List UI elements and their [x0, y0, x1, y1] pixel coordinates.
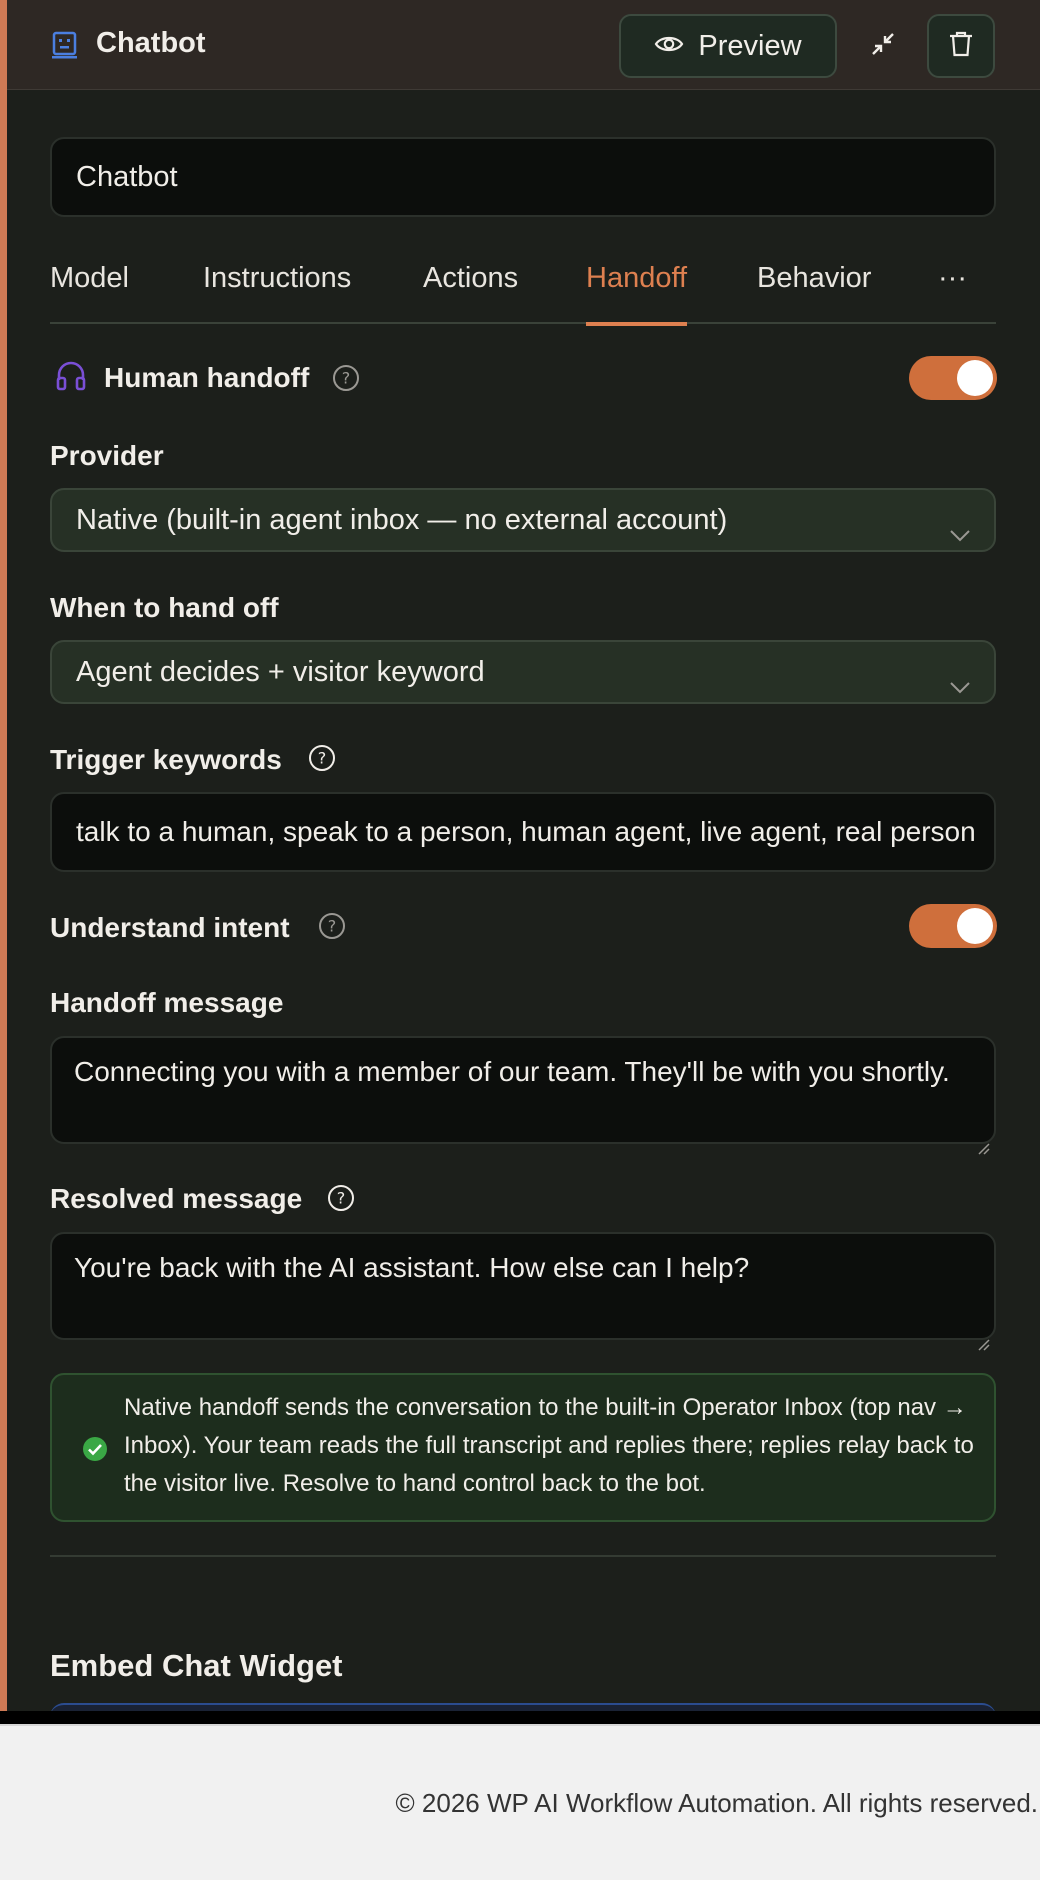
trigger-keywords-label: Trigger keywords [50, 744, 282, 775]
tab-actions[interactable]: Actions [423, 262, 519, 294]
chevron-down-icon [948, 508, 972, 532]
svg-text:?: ? [341, 368, 351, 388]
tab-behavior[interactable]: Behavior [757, 262, 872, 294]
bot-icon [50, 30, 80, 60]
svg-text:?: ? [317, 748, 327, 768]
resolved-message-textarea[interactable] [50, 1232, 996, 1340]
collapse-icon[interactable] [867, 28, 899, 60]
understand-intent-toggle[interactable] [909, 904, 997, 948]
embed-widget-card [50, 1703, 996, 1711]
copyright-text: © 2026 WP AI Workflow Automation. All rights reserved. [395, 1788, 1038, 1818]
delete-button[interactable] [927, 14, 995, 78]
when-to-handoff-select[interactable] [50, 640, 996, 704]
resolved-message-text: You're back with the AI assistant. How else can I help? [74, 1252, 750, 1283]
resize-grip-icon[interactable] [976, 1124, 990, 1138]
tab-instructions[interactable]: Instructions [203, 262, 352, 294]
provider-label: Provider [50, 440, 164, 471]
resize-grip-icon[interactable] [976, 1320, 990, 1334]
divider [50, 1555, 996, 1557]
human-handoff-title: Human handoff [104, 362, 310, 393]
when-to-handoff-value: Agent decides + visitor keyword [76, 656, 485, 688]
check-circle-icon [82, 1436, 108, 1462]
toggle-knob [957, 908, 993, 944]
tab-bar [50, 250, 996, 324]
provider-select[interactable] [50, 488, 996, 552]
help-icon[interactable] [326, 1183, 356, 1213]
tab-handoff[interactable]: Handoff [586, 262, 687, 324]
trigger-keywords-input[interactable]: talk to a human, speak to a person, human agent, live agent, real person [50, 792, 996, 872]
help-icon[interactable] [307, 743, 337, 773]
eye-icon [654, 30, 684, 63]
chatbot-name-input[interactable]: Chatbot [50, 137, 996, 217]
when-to-handoff-label: When to hand off [50, 592, 279, 623]
embed-widget-title: Embed Chat Widget [50, 1648, 343, 1683]
svg-text:?: ? [327, 916, 337, 936]
handoff-message-text: Connecting you with a member of our team. They'll be with you shortly. [74, 1056, 950, 1087]
chevron-down-icon [948, 660, 972, 684]
svg-text:?: ? [336, 1188, 346, 1208]
tab-model[interactable]: Model [50, 262, 129, 294]
more-tabs-button[interactable]: ··· [938, 262, 967, 294]
provider-value: Native (built-in agent inbox — no external account) [76, 504, 728, 536]
human-handoff-toggle[interactable] [909, 356, 997, 400]
preview-label: Preview [698, 29, 802, 62]
preview-button[interactable] [619, 14, 837, 78]
native-handoff-info [50, 1373, 996, 1522]
panel-header [7, 0, 1040, 90]
toggle-knob [957, 360, 993, 396]
page-footer [0, 1724, 1040, 1880]
panel-title: Chatbot [96, 27, 206, 59]
resolved-message-label: Resolved message [50, 1183, 303, 1214]
help-icon[interactable] [331, 363, 361, 393]
handoff-message-label: Handoff message [50, 987, 284, 1018]
trash-icon [948, 30, 974, 63]
info-text: Native handoff sends the conversation to the built-in Operator Inbox (top nav → Inbox). Your team reads the full transcript and replies there; replies relay back to the visitor live. Resolve to hand control back to the bot. [124, 1394, 974, 1497]
handoff-message-textarea[interactable] [50, 1036, 996, 1144]
understand-intent-label: Understand intent [50, 912, 290, 943]
headset-icon [55, 360, 87, 397]
help-icon[interactable] [317, 911, 347, 941]
